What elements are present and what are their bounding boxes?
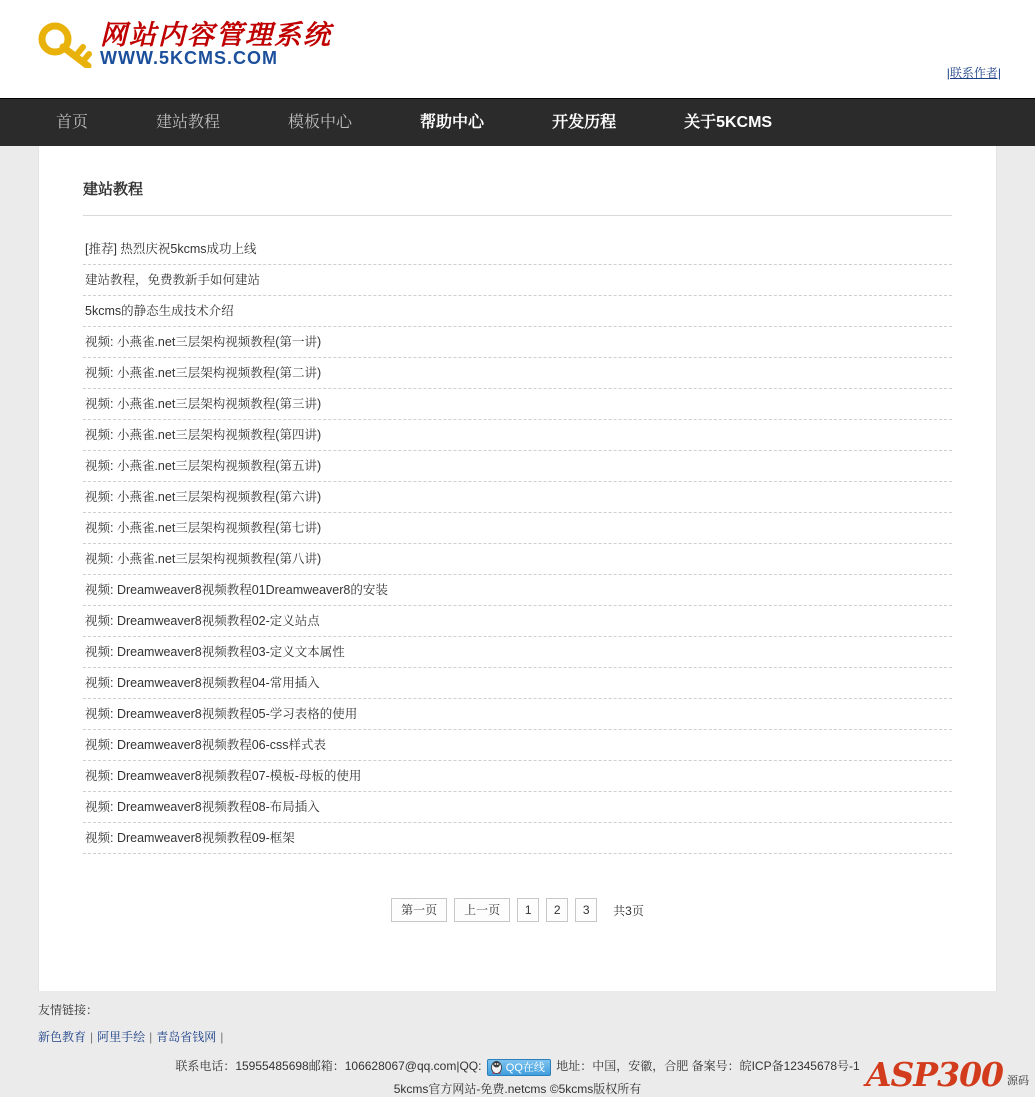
list-item[interactable]: 视频: 小燕雀.net三层架构视频教程(第七讲) — [83, 513, 952, 544]
page-title: 建站教程 — [83, 178, 952, 216]
nav-item-templates[interactable]: 模板中心 — [288, 113, 353, 131]
friend-link-separator: | — [149, 1030, 153, 1044]
list-item[interactable]: 视频: Dreamweaver8视频教程04-常用插入 — [83, 668, 952, 699]
pagination — [83, 898, 952, 982]
list-item[interactable]: 视频: Dreamweaver8视频教程01Dreamweaver8的安装 — [83, 575, 952, 606]
list-item[interactable]: 视频: Dreamweaver8视频教程08-布局插入 — [83, 792, 952, 823]
list-item[interactable]: 5kcms的静态生成技术介绍 — [83, 296, 952, 327]
pagination-prev-button[interactable]: 上一页 — [454, 898, 510, 922]
asp300-watermark[interactable] — [865, 1054, 1029, 1094]
pagination-page-1[interactable]: 1 — [517, 898, 539, 922]
nav-item-home[interactable]: 首页 — [56, 113, 89, 131]
list-item[interactable]: 视频: 小燕雀.net三层架构视频教程(第四讲) — [83, 420, 952, 451]
friend-links — [0, 1028, 1035, 1045]
site-footer — [0, 991, 1035, 1097]
site-header — [0, 0, 1035, 98]
contact-text-suffix: 地址：中国，安徽，合肥 备案号：皖ICP备12345678号-1 — [556, 1059, 860, 1073]
friend-link-1[interactable]: 新色教育 — [38, 1030, 87, 1044]
site-logo[interactable] — [38, 22, 332, 68]
qq-online-badge[interactable] — [487, 1059, 551, 1076]
main-nav — [0, 98, 1035, 146]
asp300-logo-text: ASP300 — [865, 1054, 1003, 1094]
friend-links-label: 友情链接： — [38, 1003, 99, 1017]
list-item[interactable]: 建站教程，免费教新手如何建站 — [83, 265, 952, 296]
nav-item-tutorial[interactable]: 建站教程 — [156, 113, 221, 131]
nav-item-history[interactable]: 开发历程 — [552, 113, 617, 131]
list-item[interactable]: 视频: Dreamweaver8视频教程05-学习表格的使用 — [83, 699, 952, 730]
copyright-text: 5kcms官方网站-免费.netcms ©5kcms版权所有 — [393, 1081, 642, 1096]
friend-link-2[interactable]: 阿里手绘 — [97, 1030, 146, 1044]
content-shell — [38, 146, 997, 991]
asp300-sub-text: 源码 — [1007, 1074, 1029, 1087]
pagination-first-button[interactable]: 第一页 — [391, 898, 447, 922]
list-item[interactable]: 视频: 小燕雀.net三层架构视频教程(第一讲) — [83, 327, 952, 358]
nav-item-about[interactable]: 关于5KCMS — [684, 113, 773, 131]
list-item[interactable]: [推荐] 热烈庆祝5kcms成功上线 — [83, 234, 952, 265]
list-item[interactable]: 视频: Dreamweaver8视频教程09-框架 — [83, 823, 952, 854]
qq-penguin-icon — [490, 1060, 503, 1074]
key-icon — [38, 22, 94, 68]
friend-link-separator: | — [220, 1030, 224, 1044]
contact-text-prefix: 联系电话：15955485698邮箱：106628067@qq.com|QQ: — [175, 1059, 482, 1073]
friend-link-separator: | — [90, 1030, 94, 1044]
qq-badge-label: QQ在线 — [505, 1062, 545, 1074]
pagination-total-label: 共3页 — [613, 903, 644, 918]
list-item[interactable]: 视频: 小燕雀.net三层架构视频教程(第五讲) — [83, 451, 952, 482]
list-item[interactable]: 视频: Dreamweaver8视频教程02-定义站点 — [83, 606, 952, 637]
friend-link-3[interactable]: 青岛省钱网 — [156, 1030, 217, 1044]
article-list — [83, 234, 952, 854]
pagination-page-2[interactable]: 2 — [546, 898, 568, 922]
article-panel — [39, 146, 996, 982]
list-item[interactable]: 视频: 小燕雀.net三层架构视频教程(第三讲) — [83, 389, 952, 420]
pagination-page-3[interactable]: 3 — [575, 898, 597, 922]
list-item[interactable]: 视频: 小燕雀.net三层架构视频教程(第六讲) — [83, 482, 952, 513]
list-item[interactable]: 视频: 小燕雀.net三层架构视频教程(第八讲) — [83, 544, 952, 575]
nav-item-help[interactable]: 帮助中心 — [420, 113, 485, 131]
list-item[interactable]: 视频: 小燕雀.net三层架构视频教程(第二讲) — [83, 358, 952, 389]
logo-url: WWW.5KCMS.COM — [100, 48, 278, 68]
list-item[interactable]: 视频: Dreamweaver8视频教程03-定义文本属性 — [83, 637, 952, 668]
contact-author-link[interactable]: |联系作者| — [946, 66, 1001, 80]
list-item[interactable]: 视频: Dreamweaver8视频教程07-模板-母板的使用 — [83, 761, 952, 792]
logo-title-cn: 网站内容管理系统 — [100, 20, 332, 51]
list-item[interactable]: 视频: Dreamweaver8视频教程06-css样式表 — [83, 730, 952, 761]
